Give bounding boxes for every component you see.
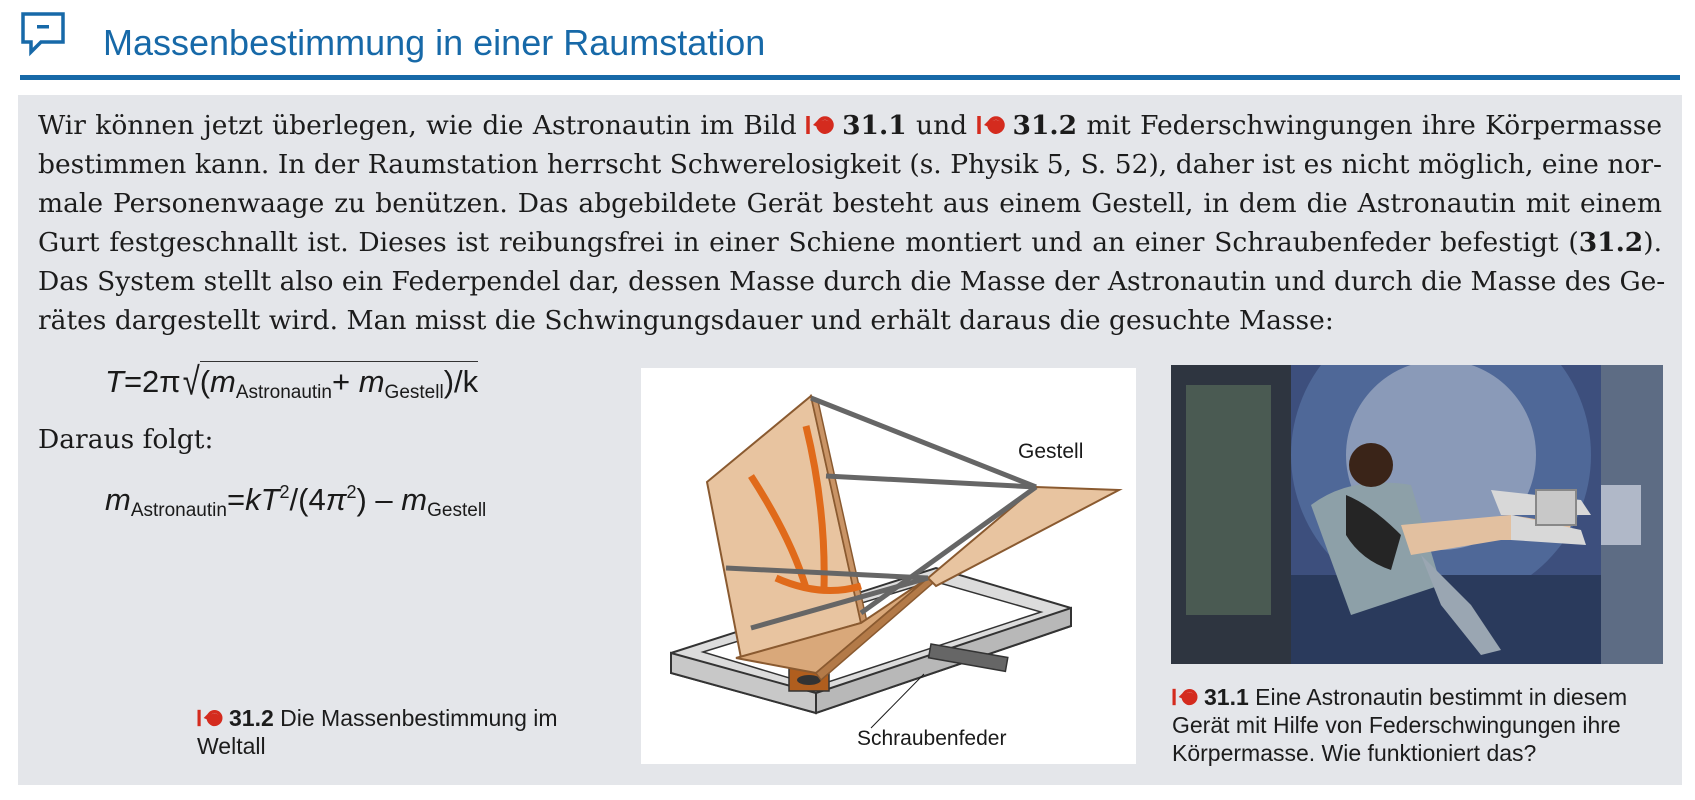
reference-arrow-icon — [1172, 687, 1198, 707]
caption-diagram: 31.2 Die Massenbestimmung im Weltall — [197, 705, 558, 759]
figure-ref-31-2-inline[interactable]: 31.2 — [1578, 227, 1644, 258]
caption-number: 31.1 — [1204, 684, 1249, 710]
period-formula: $T=2\pi√(m_{Astronautin}+ m_{Gestell})/k$ — [105, 359, 479, 404]
reference-arrow-icon — [977, 114, 1005, 136]
mass-measurement-diagram — [641, 368, 1136, 764]
section-title: Massenbestimmung in einer Raumstation — [103, 22, 766, 63]
reference-arrow-icon — [197, 708, 223, 728]
caption-number: 31.2 — [229, 705, 274, 731]
radicand: $(m_{Astronautin}+ m_{Gestell})/k$ — [200, 361, 478, 400]
astronaut-photo — [1171, 365, 1663, 664]
caption-photo: 31.1 Eine Astronautin bestimmt in diesem Gerät mit Hilfe von Federschwingungen ihre Körpermasse. Wie funktioniert das? — [1172, 684, 1628, 766]
figure-ref-31-2[interactable]: 31.2 — [1012, 110, 1078, 141]
body-line-6: rätes dargestellt wird. Man misst die Schwingungsdauer und erhält daraus die gesuchte Masse: — [38, 305, 1334, 336]
reference-arrow-icon — [806, 114, 834, 136]
sqrt-sign: √ — [182, 359, 200, 404]
comment-box-icon — [20, 11, 66, 57]
label-frame: Gestell — [1018, 440, 1084, 463]
body-paragraph — [38, 106, 1666, 340]
body-line-2: bestimmen kann. In der Raumstation herrscht Schwerelosigkeit (s. Physik 5, S. 52), daher ist es nicht möglich, eine nor- — [38, 149, 1662, 180]
mass-formula: $m_{Astronautin}=kT^2/(4\pi^2) - m_{Gestell}$ — [105, 482, 487, 521]
figure-ref-31-1[interactable]: 31.1 — [842, 110, 907, 141]
title-divider — [20, 75, 1680, 80]
body-line-5: Das System stellt also ein Federpendel dar, dessen Masse durch die Masse der Astronautin und durch die Masse des Ge- — [38, 266, 1666, 297]
daraus-folgt-text: Daraus folgt: — [38, 424, 214, 455]
body-line-1: Wir können jetzt überlegen, wie die Astronautin im Bild 31.1 und 31.2 mit Federschwingungen ihre Körpermasse — [38, 110, 1663, 141]
body-line-4: Gurt festgeschnallt ist. Dieses ist reibungsfrei in einer Schiene montiert und an einer Schraubenfeder befestigt (31.2). — [38, 227, 1662, 258]
body-line-3: male Personenwaage zu benützen. Das abgebildete Gerät besteht aus einem Gestell, in dem die Astronautin mit einem — [38, 188, 1662, 219]
label-spring: Schraubenfeder — [857, 727, 1007, 750]
